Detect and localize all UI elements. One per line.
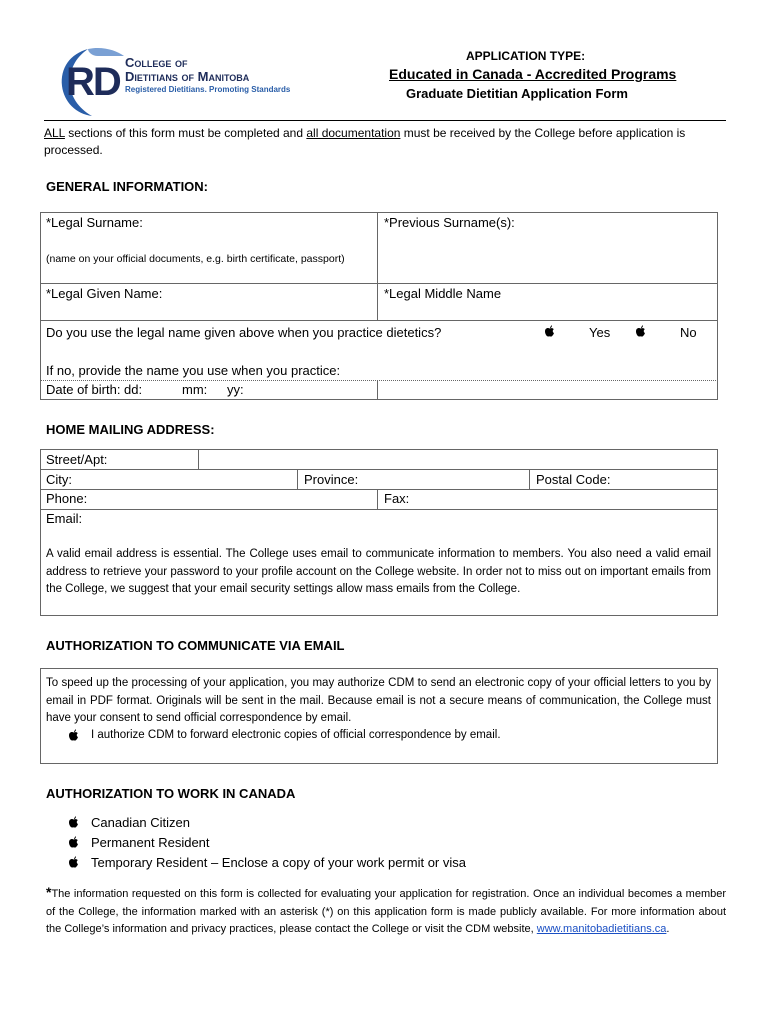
province-label[interactable]: Province: <box>304 472 359 487</box>
intro-part1: sections of this form must be completed and <box>64 126 307 140</box>
logo-line2: Dietitians of Manitoba <box>125 69 250 84</box>
email-note: A valid email address is essential. The College uses email to communicate information to members. You also need a valid email address to retrieve your password to your profile account on the College website. In order not to miss out on important emails from the College, we suggest that your email security settings allow mass emails from the College. <box>46 548 711 595</box>
logo-line1: College of <box>125 55 188 70</box>
legal-middle-name-label[interactable]: *Legal Middle Name <box>384 286 502 301</box>
no-label: No <box>680 325 697 340</box>
city-bottom-line <box>40 489 718 490</box>
logo-mark-text: RD <box>66 60 120 104</box>
dob-yy-label[interactable]: yy: <box>227 382 244 397</box>
logo <box>58 46 308 118</box>
general-divider-v <box>377 212 378 321</box>
logo-tagline: Registered Dietitians. Promoting Standards <box>125 85 291 94</box>
practice-name-label[interactable]: If no, provide the name you use when you practice: <box>46 363 341 378</box>
temporary-resident-label: Temporary Resident – Enclose a copy of your work permit or visa <box>91 855 466 870</box>
legal-surname-label[interactable]: *Legal Surname: <box>46 215 143 230</box>
auth-email-body: To speed up the processing of your application, you may authorize CDM to send an electronic copy of your official letters to you by email in PDF format. Originals will be sent in the mail. Because email is not a secure means of communication, the College must have your consent to send official correspondence by email. <box>46 677 711 724</box>
footer-text: The information requested on this form is collected for evaluating your application for registration. Once an individual becomes a member of the College, the information marked with an asterisk (*) on this application form is made publicly available. For more information about the College’s information and privacy practices, please contact the College or visit the CDM website, <box>46 888 726 935</box>
street-bottom-line <box>40 469 718 470</box>
footer-star: * <box>46 884 52 900</box>
application-subtitle: Educated in Canada - Accredited Programs <box>389 66 677 82</box>
header-divider <box>44 120 726 121</box>
yes-label: Yes <box>589 325 611 340</box>
yes-checkbox-icon[interactable] <box>544 325 555 337</box>
dob-dd-label[interactable]: Date of birth: dd: <box>46 382 143 397</box>
practice-name-question: Do you use the legal name given above when you practice dietetics? <box>46 325 442 340</box>
permanent-resident-checkbox-icon[interactable] <box>68 836 79 848</box>
auth-email-heading: AUTHORIZATION TO COMMUNICATE VIA EMAIL <box>46 638 345 653</box>
previous-surname-label[interactable]: *Previous Surname(s): <box>384 215 515 230</box>
phone-label[interactable]: Phone: <box>46 491 88 506</box>
citizen-label: Canadian Citizen <box>91 815 191 830</box>
general-divider-h1 <box>40 283 718 284</box>
website-link[interactable]: www.manitobadietitians.ca <box>536 923 667 935</box>
auth-email-checkbox-icon[interactable] <box>68 729 79 741</box>
city-divider <box>297 469 298 489</box>
general-heading: GENERAL INFORMATION: <box>46 179 209 194</box>
intro-all-docs: all documentation <box>306 126 401 140</box>
email-label[interactable]: Email: <box>46 511 83 526</box>
intro-text <box>44 125 726 159</box>
intro-part2: must be received by the College before application is processed. <box>44 126 686 157</box>
general-divider-h2 <box>40 320 718 321</box>
citizen-checkbox-icon[interactable] <box>68 816 79 828</box>
auth-work-heading: AUTHORIZATION TO WORK IN CANADA <box>46 786 296 801</box>
application-type-label: APPLICATION TYPE: <box>466 49 586 63</box>
permanent-resident-label: Permanent Resident <box>91 835 210 850</box>
general-divider-h3 <box>40 380 718 381</box>
form-title: Graduate Dietitian Application Form <box>406 86 628 101</box>
street-label[interactable]: Street/Apt: <box>46 452 108 467</box>
dob-mm-label[interactable]: mm: <box>182 382 208 397</box>
street-divider <box>198 449 199 469</box>
footer-end: . <box>666 923 670 935</box>
phone-bottom-line <box>40 509 718 510</box>
no-checkbox-icon[interactable] <box>635 325 646 337</box>
auth-email-checkbox-label: I authorize CDM to forward electronic copies of official correspondence by email. <box>91 729 501 741</box>
temporary-resident-checkbox-icon[interactable] <box>68 856 79 868</box>
legal-given-name-label[interactable]: *Legal Given Name: <box>46 286 163 301</box>
mailing-heading: HOME MAILING ADDRESS: <box>46 422 215 437</box>
province-divider <box>529 469 530 489</box>
phone-divider <box>377 489 378 509</box>
fax-label[interactable]: Fax: <box>384 491 410 506</box>
surname-note: (name on your official documents, e.g. birth certificate, passport) <box>46 253 345 265</box>
general-divider-v2 <box>377 380 378 400</box>
postal-code-label[interactable]: Postal Code: <box>536 472 611 487</box>
intro-all: ALL <box>44 126 65 140</box>
city-label[interactable]: City: <box>46 472 72 487</box>
footer-note <box>46 884 726 939</box>
